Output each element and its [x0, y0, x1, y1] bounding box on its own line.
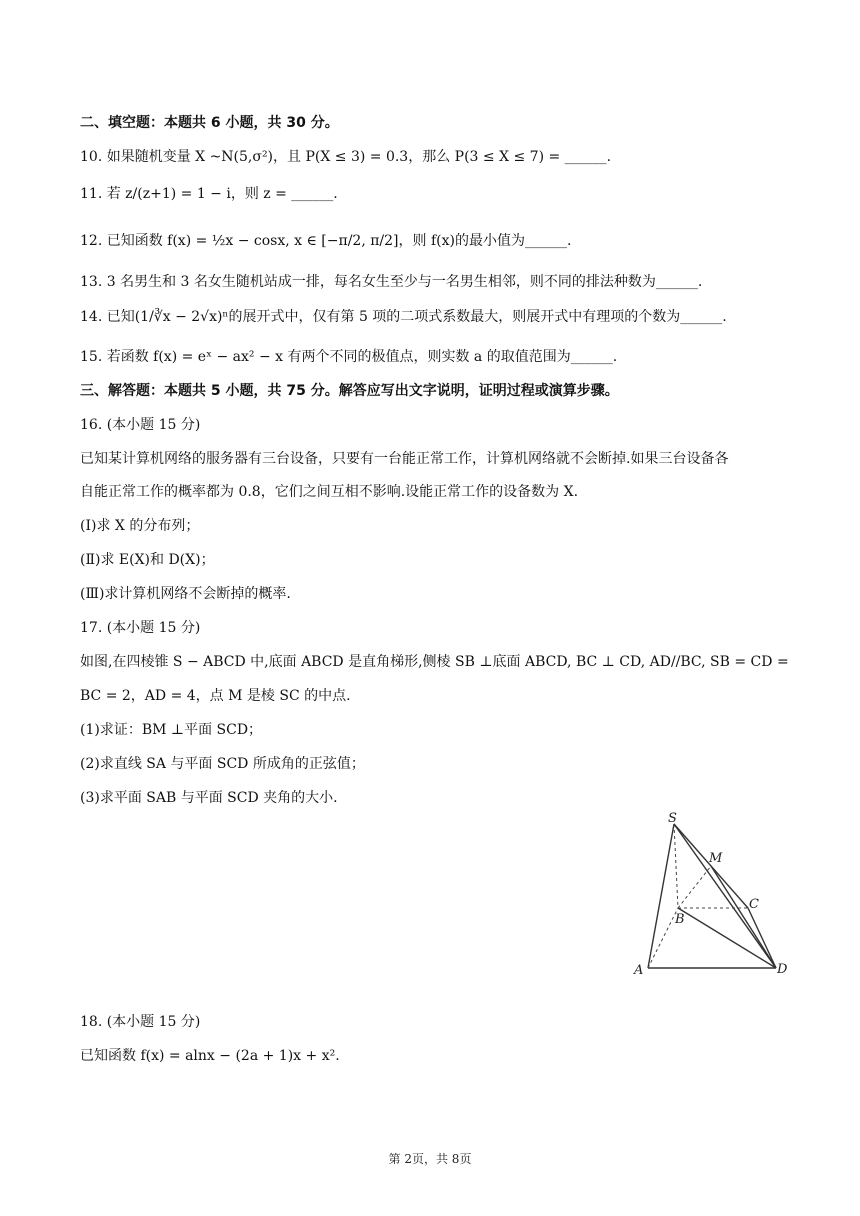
question-17-head: 17. (本小题 15 分) [80, 620, 201, 636]
question-18-head: 18. (本小题 15 分) [80, 1014, 201, 1030]
question-17-part-2: (2)求直线 SA 与平面 SCD 所成角的正弦值； [80, 756, 365, 772]
edge-bm [678, 866, 711, 908]
question-10: 10. 如果随机变量 X ~N(5,σ²)，且 P(X ≤ 3) = 0.3，那么 P(3 ≤ X ≤ 7) = ______. [80, 149, 612, 165]
label-c: C [749, 897, 759, 912]
question-16-part-1: (Ⅰ)求 X 的分布列； [80, 518, 200, 534]
question-16-head: 16. (本小题 15 分) [80, 417, 201, 433]
question-18-text-1: 已知函数 f(x) = alnx − (2a + 1)x + x². [80, 1048, 340, 1064]
pyramid-figure [630, 808, 795, 978]
label-d: D [777, 962, 788, 977]
label-m: M [709, 851, 723, 866]
question-16-text-2: 自能正常工作的概率都为 0.8，它们之间互相不影响.设能正常工作的设备数为 X. [80, 484, 579, 500]
edge-md [711, 866, 776, 968]
section-answer-heading: 三、解答题：本题共 5 小题，共 75 分。解答应写出文字说明，证明过程或演算步骤。 [80, 383, 619, 399]
question-11: 11. 若 z/(z+1) = 1 − i，则 z = ______. [80, 186, 338, 202]
question-16-part-2: (Ⅱ)求 E(X)和 D(X)； [80, 552, 215, 568]
edge-sa [648, 824, 674, 968]
question-17-text-1: 如图,在四棱锥 S − ABCD 中,底面 ABCD 是直角梯形,侧棱 SB ⊥底面 ABCD, BC ⊥ CD, AD//BC, SB = CD = [80, 654, 789, 670]
question-16-text-1: 已知某计算机网络的服务器有三台设备，只要有一台能正常工作，计算机网络就不会断掉.如果三台设备各 [80, 451, 729, 467]
label-b: B [675, 912, 685, 927]
edge-sd [674, 824, 776, 968]
section-fill-in-heading: 二、填空题：本题共 6 小题，共 30 分。 [80, 115, 339, 131]
question-14: 14. 已知(1/∛x − 2√x)ⁿ的展开式中，仅有第 5 项的二项式系数最大，则展开式中有理项的个数为______. [80, 309, 727, 325]
question-17-part-3: (3)求平面 SAB 与平面 SCD 夹角的大小. [80, 790, 338, 806]
edge-sb [674, 824, 678, 908]
page-footer: 第 2页，共 8页 [388, 1152, 472, 1166]
question-16-part-3: (Ⅲ)求计算机网络不会断掉的概率. [80, 586, 291, 602]
question-15: 15. 若函数 f(x) = eˣ − ax² − x 有两个不同的极值点，则实数 a 的取值范围为______. [80, 349, 618, 365]
question-12: 12. 已知函数 f(x) = ½x − cosx, x ∈ [−π/2, π/2]，则 f(x)的最小值为______. [80, 233, 572, 249]
edge-ab [648, 908, 678, 968]
label-a: A [634, 963, 644, 978]
question-13: 13. 3 名男生和 3 名女生随机站成一排，每名女生至少与一名男生相邻，则不同的排法种数为______. [80, 274, 703, 290]
question-17-part-1: (1)求证：BM ⊥平面 SCD； [80, 722, 263, 738]
label-s: S [668, 811, 677, 826]
question-17-text-2: BC = 2，AD = 4，点 M 是棱 SC 的中点. [80, 688, 351, 704]
